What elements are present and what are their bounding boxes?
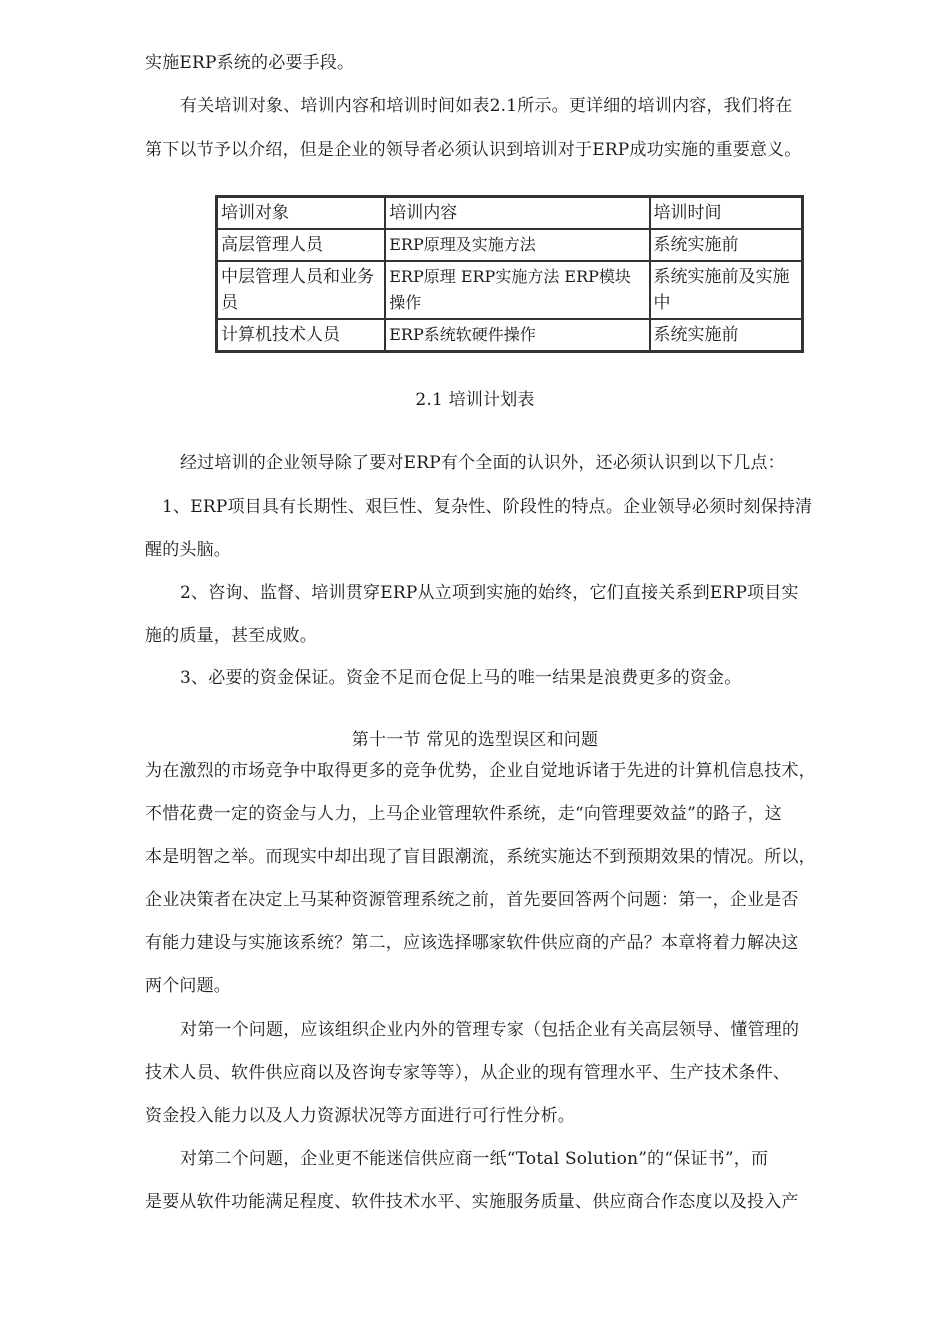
paragraph-line: 第下以节予以介绍，但是企业的领导者必须认识到培训对于ERP成功实施的重要意义。 <box>145 140 802 160</box>
table-cell: 系统实施前 <box>650 319 802 351</box>
table-cell: ERP原理 ERP实施方法 ERP模块操作 <box>385 261 649 319</box>
table-row <box>217 319 802 351</box>
table-row <box>217 229 802 261</box>
paragraph-line: 不惜花费一定的资金与人力，上马企业管理软件系统，走“向管理要效益”的路子，这 <box>145 804 782 824</box>
paragraph-line: 实施ERP系统的必要手段。 <box>145 53 355 73</box>
paragraph-line: 本是明智之举。而现实中却出现了盲目跟潮流，系统实施达不到预期效果的情况。所以， <box>145 847 816 867</box>
paragraph-line: 资金投入能力以及人力资源状况等方面进行可行性分析。 <box>145 1106 575 1126</box>
table-cell: 系统实施前 <box>650 229 802 261</box>
paragraph-line: 有能力建设与实施该系统？第二，应该选择哪家软件供应商的产品？本章将着力解决这 <box>145 933 799 953</box>
header-cell: 培训时间 <box>650 197 802 229</box>
training-plan-table <box>215 195 804 353</box>
paragraph-line: 对第一个问题，应该组织企业内外的管理专家（包括企业有关高层领导、懂管理的 <box>180 1020 800 1040</box>
table-cell: ERP系统软硬件操作 <box>385 319 649 351</box>
paragraph-line: 两个问题。 <box>145 976 231 996</box>
paragraph-line: 为在激烈的市场竞争中取得更多的竞争优势，企业自觉地诉诸于先进的计算机信息技术， <box>145 761 816 781</box>
paragraph-line: 经过培训的企业领导除了要对ERP有个全面的认识外，还必须认识到以下几点： <box>180 453 785 473</box>
section-title: 第十一节 常见的选型误区和问题 <box>351 730 599 750</box>
paragraph-line: 有关培训对象、培训内容和培训时间如表2.1所示。更详细的培训内容，我们将在 <box>180 96 793 116</box>
table-cell: 系统实施前及实施中 <box>650 261 802 319</box>
paragraph-line: 技术人员、软件供应商以及咨询专家等等），从企业的现有管理水平、生产技术条件、 <box>145 1063 791 1083</box>
header-cell: 培训对象 <box>217 197 385 229</box>
table-row <box>217 261 802 319</box>
table-cell: 中层管理人员和业务员 <box>217 261 385 319</box>
list-item: 2、咨询、监督、培训贯穿ERP从立项到实施的始终，它们直接关系到ERP项目实 <box>180 583 799 603</box>
table-cell: 计算机技术人员 <box>217 319 385 351</box>
list-item: 1、ERP项目具有长期性、艰巨性、复杂性、阶段性的特点。企业领导必须时刻保持清 <box>162 497 813 517</box>
paragraph-line: 醒的头脑。 <box>145 540 231 560</box>
paragraph-line: 企业决策者在决定上马某种资源管理系统之前，首先要回答两个问题：第一，企业是否 <box>145 890 799 910</box>
table-cell: ERP原理及实施方法 <box>385 229 649 261</box>
paragraph-line: 施的质量，甚至成败。 <box>145 626 317 646</box>
table-header-row <box>217 197 802 229</box>
list-item: 3、必要的资金保证。资金不足而仓促上马的唯一结果是浪费更多的资金。 <box>180 668 742 688</box>
paragraph-line: 是要从软件功能满足程度、软件技术水平、实施服务质量、供应商合作态度以及投入产 <box>145 1192 799 1212</box>
header-cell: 培训内容 <box>385 197 649 229</box>
table-caption: 2.1 培训计划表 <box>415 390 535 410</box>
paragraph-line: 对第二个问题，企业更不能迷信供应商一纸“Total Solution”的“保证书”，而 <box>180 1149 769 1169</box>
table-cell: 高层管理人员 <box>217 229 385 261</box>
